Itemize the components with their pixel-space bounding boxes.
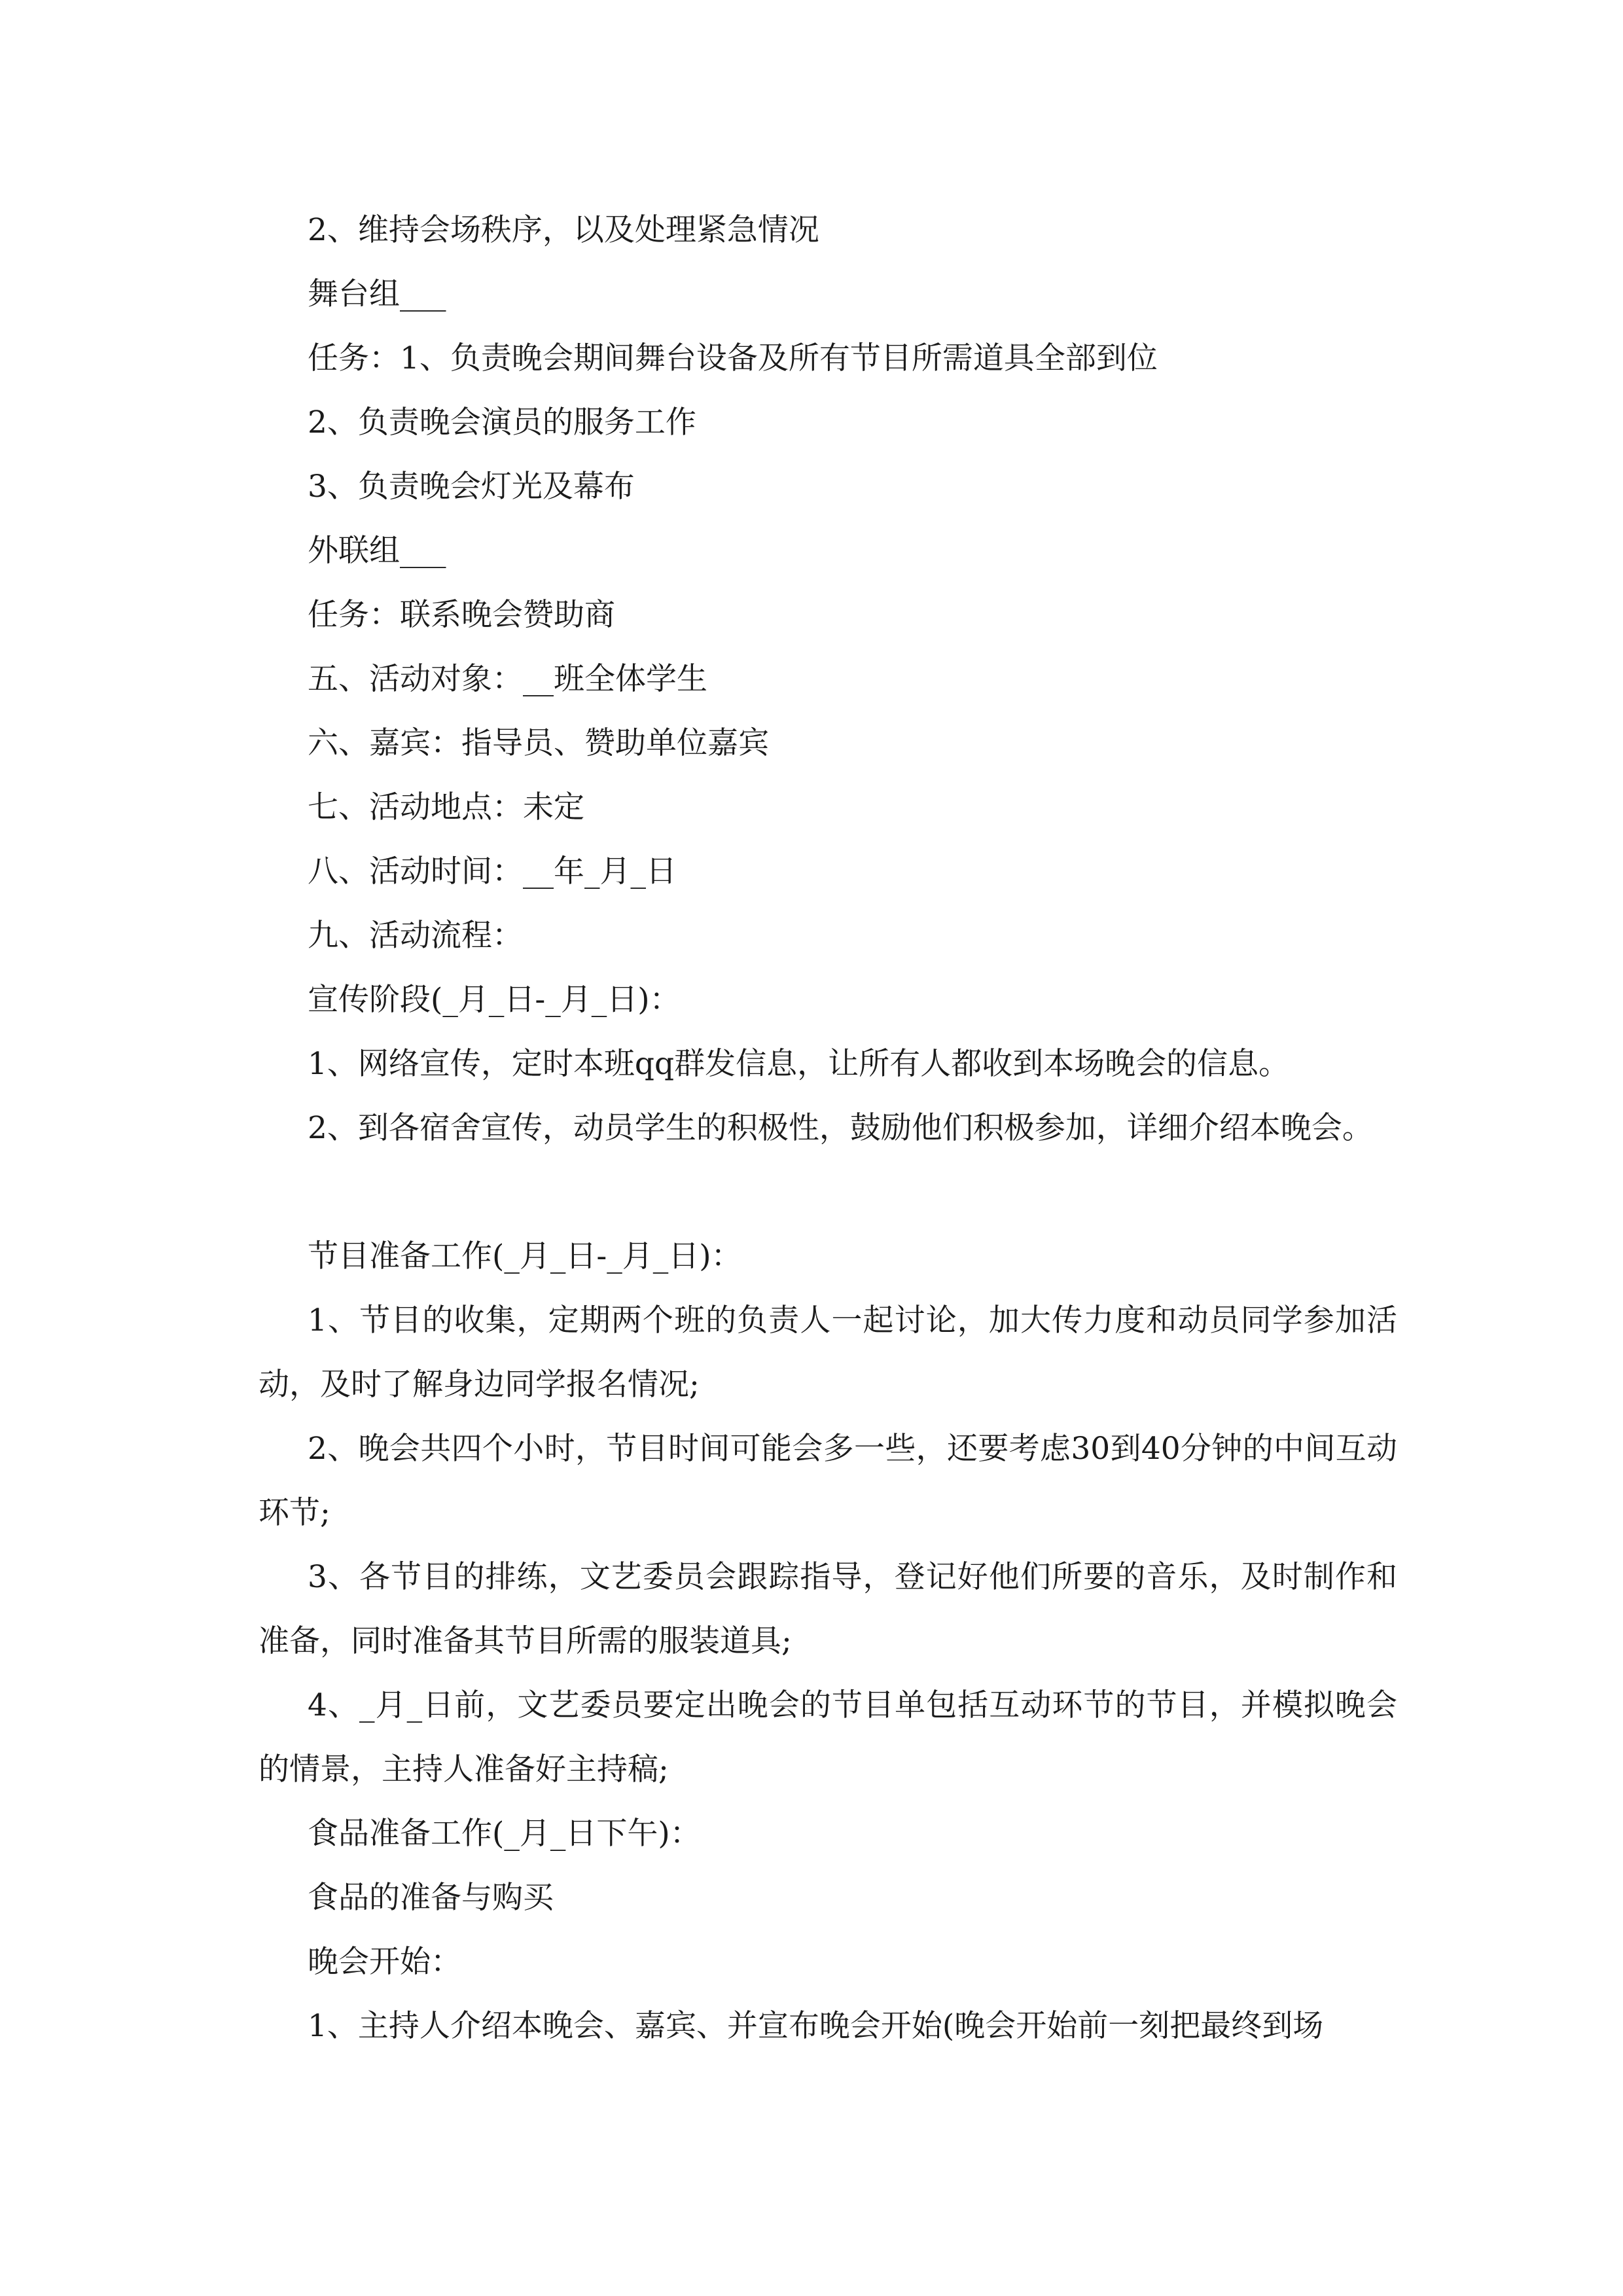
paragraph-8: 五、活动对象：__班全体学生 xyxy=(308,661,707,697)
paragraph-2: 舞台组___ xyxy=(308,276,446,312)
paragraph-10: 七、活动地点：未定 xyxy=(308,789,584,825)
paragraph-9: 六、嘉宾：指导员、赞助单位嘉宾 xyxy=(308,725,769,761)
paragraph-24: 1、主持人介绍本晚会、嘉宾、并宣布晚会开始(晚会开始前一刻把最终到场 xyxy=(308,2008,1324,2044)
paragraph-21: 食品准备工作(_月_日下午)： xyxy=(308,1816,701,1852)
paragraph-11: 八、活动时间：__年_月_日 xyxy=(308,853,677,889)
paragraph-17: 1、节目的收集，定期两个班的负责人一起讨论，加大传力度和动员同学参加活动，及时了解身边同学报名情况; xyxy=(259,1302,1397,1403)
paragraph-7: 任务：联系晚会赞助商 xyxy=(308,597,615,633)
paragraph-18: 2、晚会共四个小时，节目时间可能会多一些，还要考虑30到40分钟的中间互动环节; xyxy=(259,1431,1397,1531)
paragraph-5: 3、负责晚会灯光及幕布 xyxy=(308,469,635,505)
paragraph-1: 2、维持会场秩序，以及处理紧急情况 xyxy=(308,212,819,248)
paragraph-22: 食品的准备与购买 xyxy=(308,1880,554,1916)
paragraph-3: 任务：1、负责晚会期间舞台设备及所有节目所需道具全部到位 xyxy=(308,340,1158,376)
paragraph-14: 1、网络宣传，定时本班qq群发信息，让所有人都收到本场晚会的信息。 xyxy=(308,1046,1290,1082)
paragraph-15: 2、到各宿舍宣传，动员学生的积极性，鼓励他们积极参加，详细介绍本晚会。 xyxy=(308,1110,1373,1146)
paragraph-6: 外联组___ xyxy=(308,533,446,569)
paragraph-16: 节目准备工作(_月_日-_月_日)： xyxy=(308,1238,742,1274)
paragraph-4: 2、负责晚会演员的服务工作 xyxy=(308,404,696,440)
paragraph-19: 3、各节目的排练，文艺委员会跟踪指导，登记好他们所要的音乐，及时制作和准备，同时准备其节目所需的服装道具; xyxy=(259,1559,1397,1659)
paragraph-20: 4、_月_日前，文艺委员要定出晚会的节目单包括互动环节的节目，并模拟晚会的情景，主持人准备好主持稿; xyxy=(259,1687,1397,1787)
paragraph-12: 九、活动流程： xyxy=(308,918,523,954)
paragraph-23: 晚会开始： xyxy=(308,1944,461,1980)
paragraph-13: 宣传阶段(_月_日-_月_日)： xyxy=(308,982,681,1018)
